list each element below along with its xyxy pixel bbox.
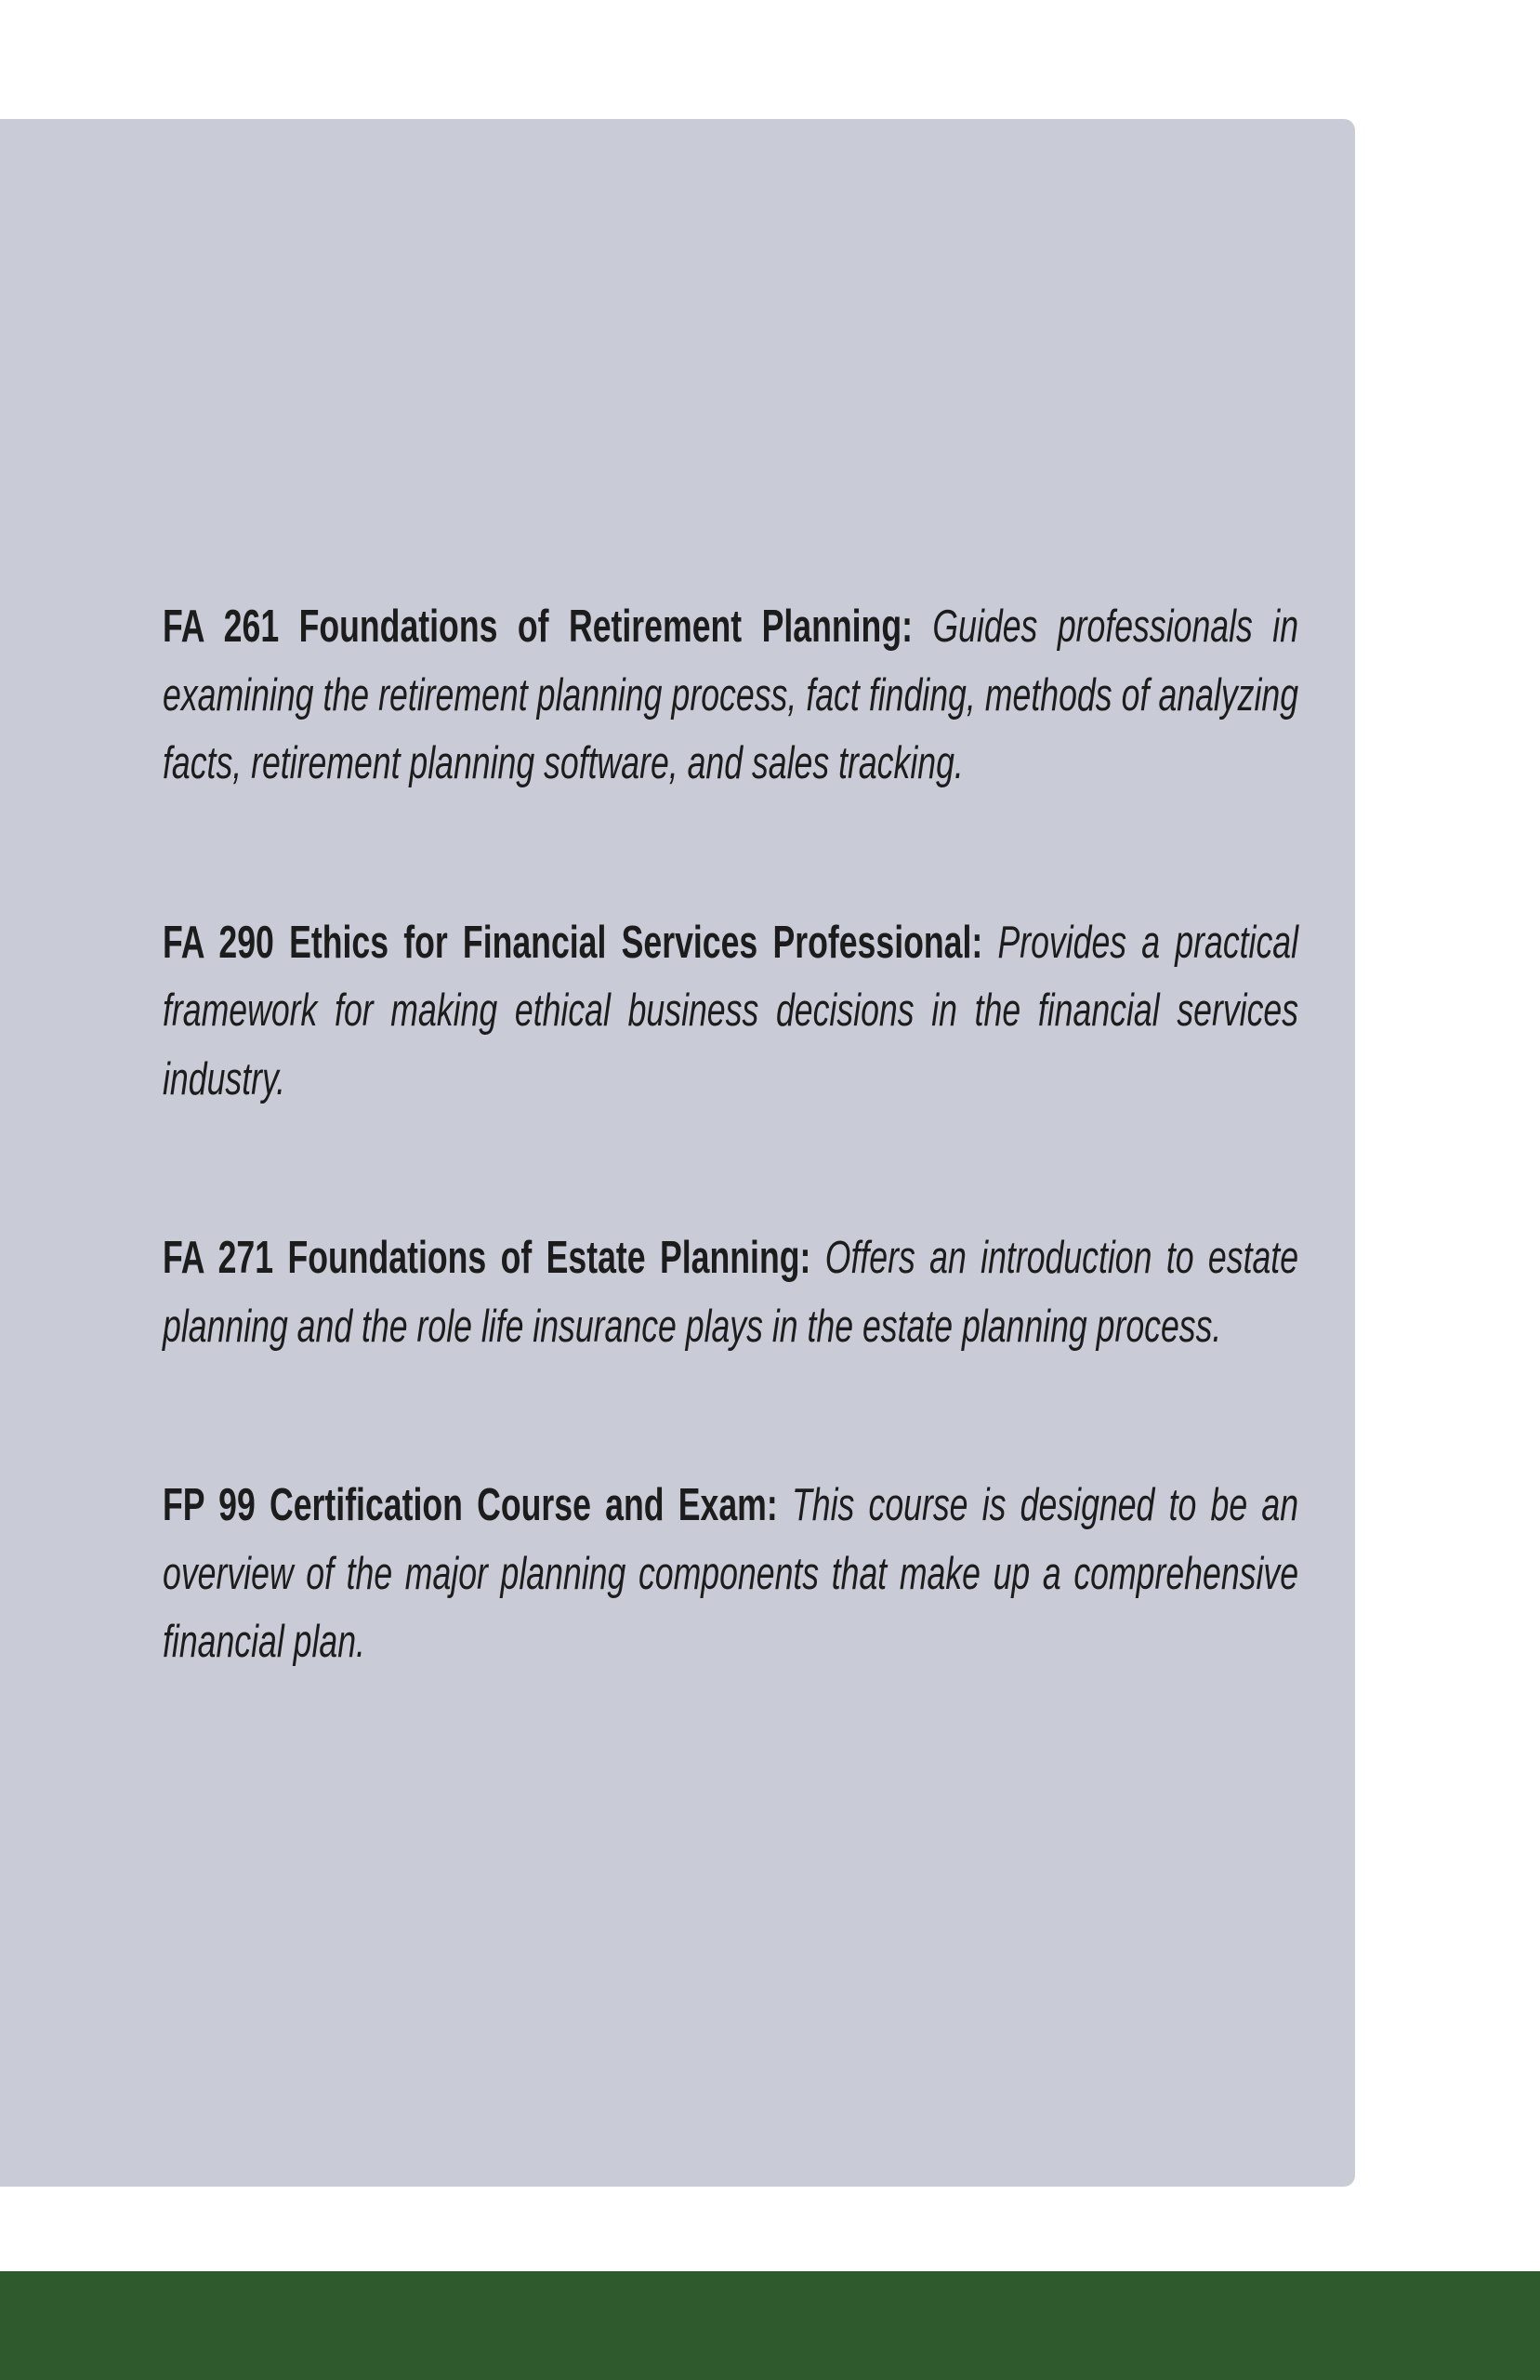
- course-list-panel: [0, 119, 1355, 2187]
- course-paragraph: [163, 909, 1298, 1115]
- course-item-fp-99: [163, 1472, 1298, 1677]
- course-item-fa-271: [163, 1224, 1298, 1361]
- course-list: [163, 593, 1298, 1788]
- course-paragraph: [163, 593, 1298, 799]
- course-title: FA 271 Foundations of Estate Planning:: [163, 1233, 811, 1283]
- course-description: This course is designed to be an overview of the major planning components that make up a comprehensive financial plan.: [163, 1480, 1299, 1667]
- course-item-fa-261: [163, 593, 1298, 799]
- course-description: Provides a practical framework for making ethical business decisions in the financial services industry.: [163, 917, 1299, 1104]
- course-description: Guides professionals in examining the retirement planning process, fact finding, methods of analyzing facts, retirement planning software, and sales tracking.: [163, 602, 1299, 788]
- course-title: FA 261 Foundations of Retirement Planning:: [163, 602, 913, 652]
- course-title: FA 290 Ethics for Financial Services Professional:: [163, 917, 983, 968]
- footer-band: [0, 2271, 1540, 2380]
- course-title: FP 99 Certification Course and Exam:: [163, 1480, 778, 1530]
- course-item-fa-290: [163, 909, 1298, 1115]
- course-paragraph: [163, 1224, 1298, 1361]
- course-description: Offers an introduction to estate planning and the role life insurance plays in the estate planning process.: [163, 1233, 1299, 1352]
- course-paragraph: [163, 1472, 1298, 1677]
